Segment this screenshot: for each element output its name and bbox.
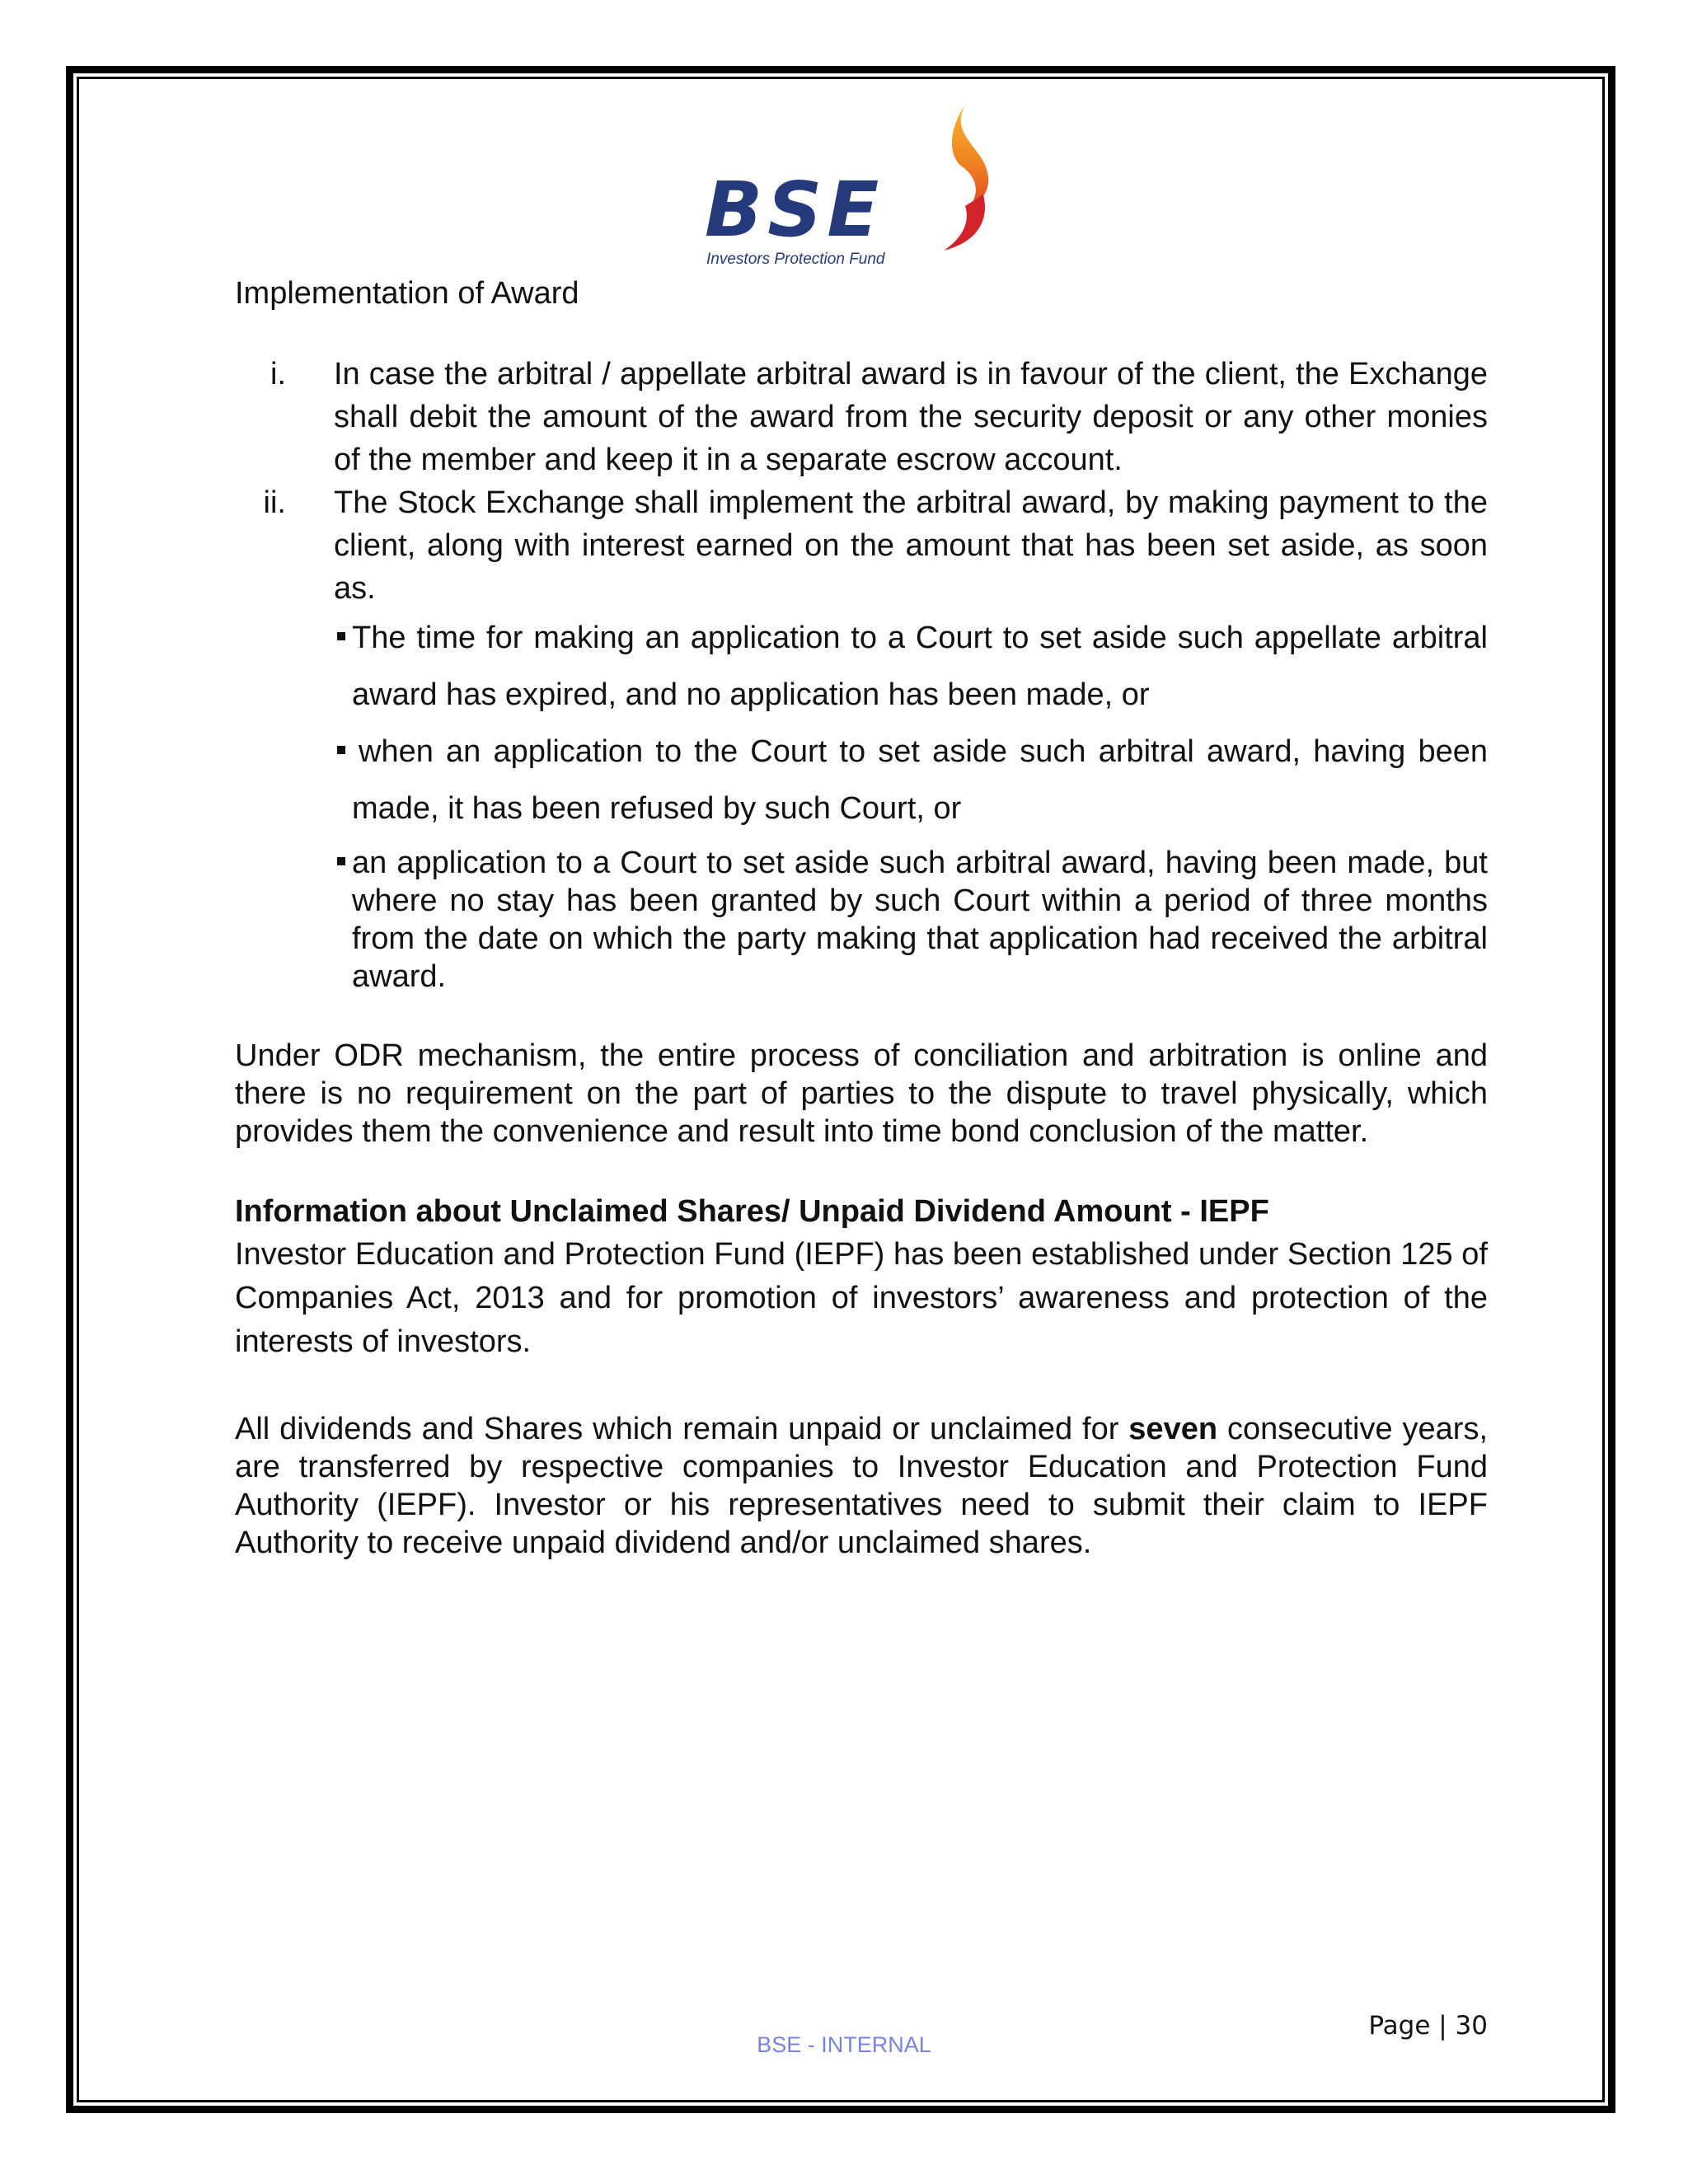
bse-ipf-logo <box>705 97 1026 272</box>
bse-wordmark: BSE <box>705 166 884 254</box>
page-number: Page | 30 <box>1368 2011 1488 2041</box>
bse-tagline: Investors Protection Fund <box>706 251 885 268</box>
list-marker: ii. <box>263 485 286 520</box>
bullet-item <box>334 610 1488 724</box>
transfer-text-after: consecutive years, are transferred by respective companies to Investor Education and Protection Fund Authority (IEPF). Investor or his representatives need to submit their claim to IEPF Authority to receive unpaid dividend and/or unclaimed shares. <box>235 1412 1488 1560</box>
odr-paragraph: Under ODR mechanism, the entire process of conciliation and arbitration is online and there is no requirement on the part of parties to the dispute to travel physically, which provides them the convenience and result into time bond conclusion of the matter. <box>235 1038 1488 1149</box>
bullet-text: when an application to the Court to set aside such arbitral award, having been made, it has been refused by such Court, or <box>352 734 1488 826</box>
bullet-text: an application to a Court to set aside such arbitral award, having been made, but where no stay has been granted by such Court within a period of three months from the date on which the party making that application had received the arbitral award. <box>352 846 1488 994</box>
square-bullet-icon <box>337 724 345 780</box>
list-item <box>235 353 1488 481</box>
list-item-text: In case the arbitral / appellate arbitral award is in favour of the client, the Exchange shall debit the amount of the award from the security deposit or any other monies of the member and keep it in a separate escrow account. <box>334 357 1488 477</box>
transfer-text-before: All dividends and Shares which remain unpaid or unclaimed for <box>235 1412 1119 1446</box>
implementation-heading: Implementation of Award <box>235 276 579 311</box>
bullet-item <box>334 844 1488 996</box>
implementation-numbered-list <box>235 353 1488 610</box>
iepf-intro-paragraph: Investor Education and Protection Fund (IEPF) has been established under Section 125 of Companies Act, 2013 and for promotion of investors’ awareness and protection of the interests of investors. <box>235 1237 1488 1359</box>
transfer-text-bold: seven <box>1128 1412 1218 1446</box>
list-item <box>235 481 1488 610</box>
iepf-heading: Information about Unclaimed Shares/ Unpaid Dividend Amount - IEPF <box>235 1194 1269 1229</box>
list-item-text: The Stock Exchange shall implement the arbitral award, by making payment to the client, along with interest earned on the amount that has been set aside, as soon as. <box>334 485 1488 606</box>
iepf-transfer-paragraph <box>235 1410 1488 1562</box>
bullet-item <box>334 724 1488 837</box>
square-bullet-icon <box>337 610 345 667</box>
list-marker: i. <box>270 357 286 391</box>
bullet-text: The time for making an application to a Court to set aside such appellate arbitral award has expired, and no application has been made, or <box>352 621 1488 712</box>
implementation-bullet-list <box>235 610 1488 996</box>
square-bullet-icon <box>337 844 345 882</box>
classification-label: BSE - INTERNAL <box>757 2032 931 2057</box>
document-body <box>235 272 1488 1562</box>
bse-flame-logo-icon <box>705 97 1026 272</box>
